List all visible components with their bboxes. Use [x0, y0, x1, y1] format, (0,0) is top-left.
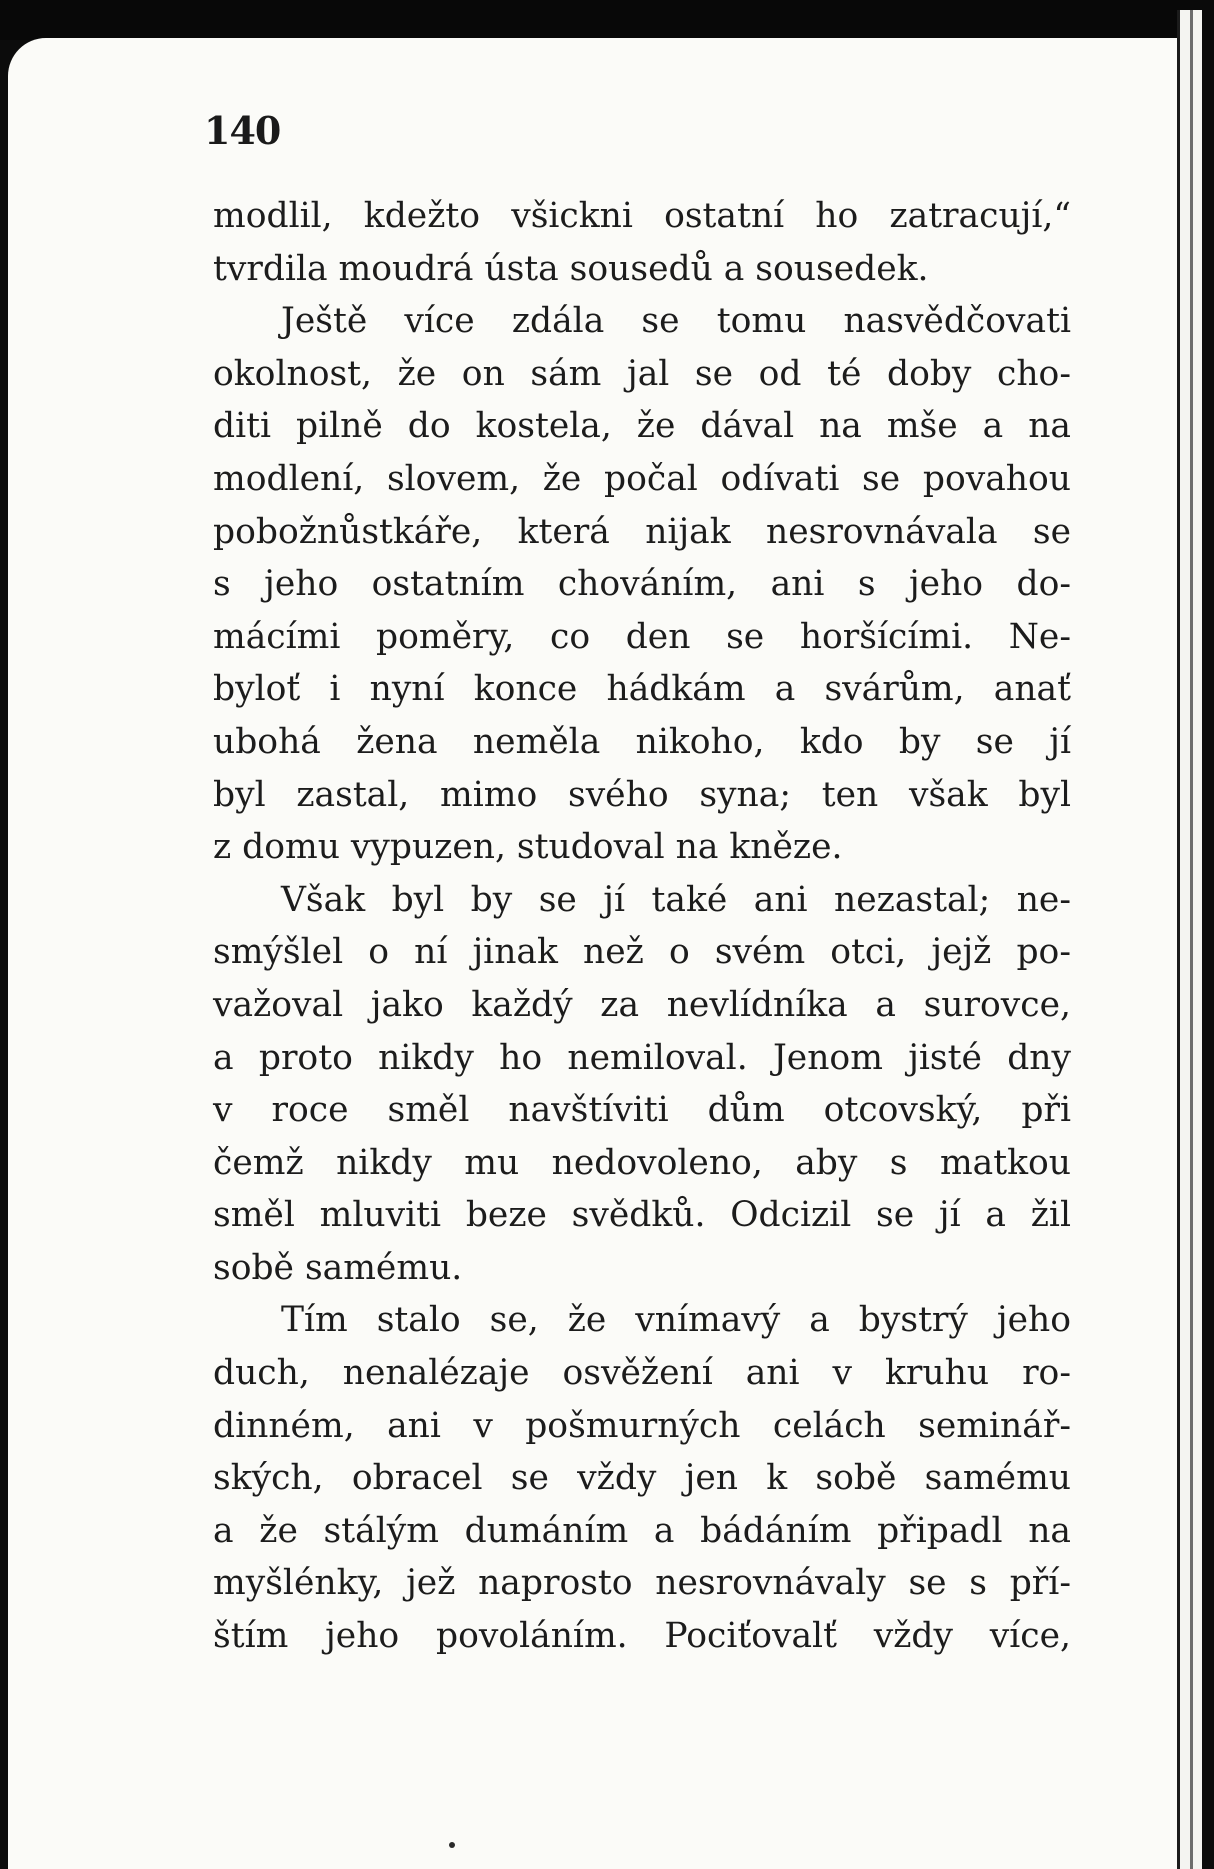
text-line: tvrdila moudrá ústa sousedů a sousedek.	[213, 248, 929, 289]
page-number: 140	[204, 108, 281, 153]
text-line: štím jeho povoláním. Pociťovalť vždy více,	[213, 1616, 1071, 1657]
text-line: sobě samému.	[213, 1247, 463, 1288]
page-fold-line	[1190, 10, 1193, 1869]
text-line: Ještě více zdála se tomu nasvědčovati	[281, 301, 1071, 342]
text-line: myšlénky, jež naprosto nesrovnávaly se s pří-	[213, 1563, 1071, 1604]
text-line: byloť i nyní konce hádkám a svárům, anať	[213, 669, 1071, 710]
text-line: modlil, kdežto všickni ostatní ho zatracují,“	[213, 196, 1071, 236]
text-line: smýšlel o ní jinak než o svém otci, jejž po-	[213, 932, 1071, 973]
text-line: směl mluviti beze svědků. Odcizil se jí a žil	[213, 1195, 1071, 1236]
text-line: pobožnůstkáře, která nijak nesrovnávala se	[213, 511, 1071, 552]
ink-speck	[449, 1842, 455, 1848]
text-line: v roce směl navštíviti dům otcovský, při	[213, 1090, 1071, 1131]
text-line: s jeho ostatním chováním, ani s jeho do-	[213, 564, 1071, 605]
body-text	[213, 190, 1071, 1663]
text-line: ubohá žena neměla nikoho, kdo by se jí	[213, 721, 1071, 762]
text-line: važoval jako každý za nevlídníka a surovce,	[213, 984, 1071, 1025]
text-line: z domu vypuzen, studoval na kněze.	[213, 827, 843, 868]
text-line: byl zastal, mimo svého syna; ten však byl	[213, 774, 1071, 815]
text-line: diti pilně do kostela, že dával na mše a na	[213, 406, 1071, 447]
scan-background-top	[0, 0, 1214, 40]
page-edge	[1177, 10, 1202, 1869]
text-line: a že stálým dumáním a bádáním připadl na	[213, 1510, 1071, 1551]
text-line: mácími poměry, co den se horšícími. Ne-	[213, 616, 1071, 657]
text-line: duch, nenalézaje osvěžení ani v kruhu ro-	[213, 1353, 1071, 1394]
text-line: okolnost, že on sám jal se od té doby cho-	[213, 353, 1071, 394]
text-line: dinném, ani v pošmurných celách seminář-	[213, 1405, 1071, 1446]
text-line: Však byl by se jí také ani nezastal; ne-	[281, 879, 1071, 920]
text-line: Tím stalo se, že vnímavý a bystrý jeho	[281, 1300, 1071, 1341]
text-line: a proto nikdy ho nemiloval. Jenom jisté dny	[213, 1037, 1071, 1078]
text-line: modlení, slovem, že počal odívati se povahou	[213, 458, 1071, 499]
book-page	[8, 38, 1186, 1869]
text-line: ských, obracel se vždy jen k sobě samému	[213, 1458, 1071, 1499]
text-line: čemž nikdy mu nedovoleno, aby s matkou	[213, 1142, 1071, 1183]
